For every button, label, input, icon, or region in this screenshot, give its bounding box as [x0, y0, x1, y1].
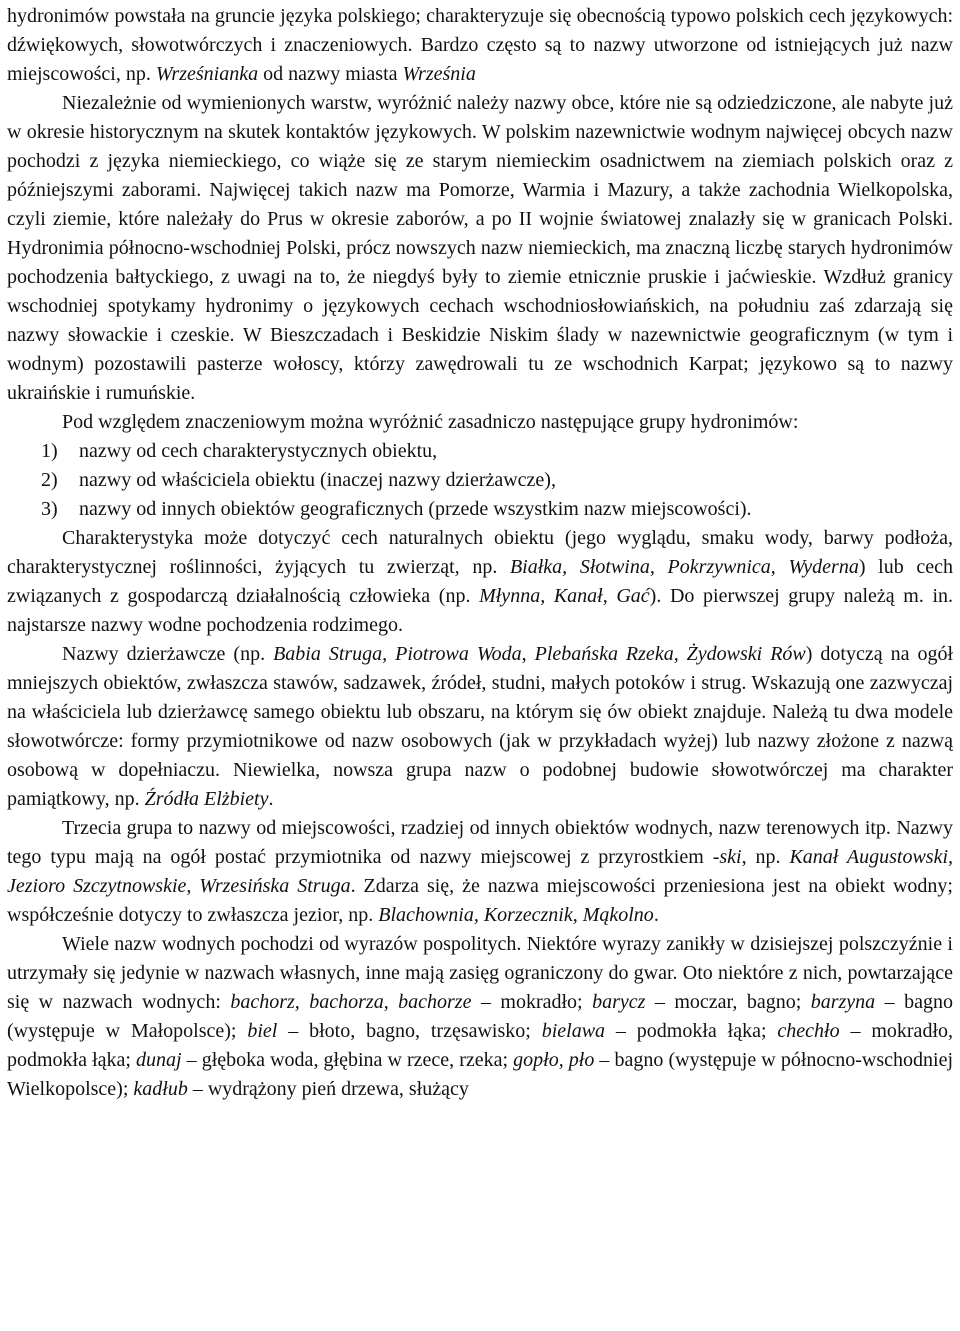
text-run: Trzecia grupa to nazwy od miejscowości, rzadziej od innych obiektów wodnych, nazw terenowych itp. Nazwy tego typu mają na ogół postać przymiotnika od nazwy miejscowej z przyrostkiem	[7, 817, 953, 868]
text-run: – podmokła łąka;	[605, 1020, 778, 1042]
text-block-before-list	[7, 2, 953, 437]
text-run: – moczar, bagno;	[645, 991, 811, 1013]
list-number: 1)	[41, 440, 58, 462]
text-run: ) dotyczą na ogół mniejszych obiektów, zwłaszcza stawów, sadzawek, źródeł, studni, małych potoków i strug. Wskazują one zazwyczaj na właściciela lub dzierżawcę samego obiektu lub obszaru, na którym się ów obiekt znajduje. Należą tu dwa modele słowotwórcze: formy przymiotnikowe od nazw osobowych (jak w przykładach wyżej) lub nazwy złożone z nazwą osobową w dopełniaczu. Niewielka, nowsza grupa nazw o podobnej budowie słowotwórczej ma charakter pamiątkowy, np.	[7, 643, 954, 810]
text-run: – bagno (występuje w północno-wschodniej Wielkopolsce);	[7, 1049, 954, 1100]
list-text: nazwy od innych obiektów geograficznych (przede wszystkim nazw miejscowości).	[79, 498, 752, 520]
paragraph	[7, 524, 953, 640]
italic-term: Źródła Elżbiety	[144, 788, 269, 810]
italic-term: biel	[247, 1020, 278, 1042]
italic-term: Kanał Augustowski, Jezioro Szczytnowskie, Wrzesińska Struga	[7, 846, 954, 897]
list-item	[7, 437, 953, 466]
text-run: od nazwy miasta	[258, 63, 403, 85]
italic-term: Białka, Słotwina, Pokrzywnica, Wyderna	[509, 556, 859, 578]
text-run: , np.	[741, 846, 790, 868]
italic-term: bachorz, bachorza, bachorze	[230, 991, 472, 1013]
text-run: – wydrążony pień drzewa, służący	[187, 1078, 469, 1100]
text-run: .	[653, 904, 659, 926]
italic-term: Wrześnianka	[155, 63, 259, 85]
text-block-after-list	[7, 524, 953, 1104]
italic-term: gopło, pło	[513, 1049, 595, 1071]
paragraph	[7, 640, 953, 814]
text-run: Wiele nazw wodnych pochodzi od wyrazów pospolitych. Niektóre wyrazy zanikły w dzisiejszej polszczyźnie i utrzymały się jedynie w nazwach własnych, inne mają zasięg ograniczony do gwar. Oto niektóre z nich, powtarzające się w nazwach wodnych:	[7, 933, 953, 1013]
italic-term: Młynna, Kanał, Gać	[479, 585, 650, 607]
text-run: – głęboka woda, głębina w rzece, rzeka;	[181, 1049, 514, 1071]
text-run: – bagno (występuje w Małopolsce);	[7, 991, 953, 1042]
text-run: – mokradło, podmokła łąka;	[7, 1020, 953, 1071]
list-number: 2)	[41, 469, 58, 491]
italic-term: barycz	[592, 991, 646, 1013]
text-run: Pod względem znaczeniowym można wyróżnić zasadniczo następujące grupy hydronimów:	[62, 411, 799, 433]
paragraph	[7, 408, 953, 437]
text-run: . Zdarza się, że nazwa miejscowości przeniesiona jest na obiekt wodny; współcześnie dotyczy to zwłaszcza jezior, np.	[7, 875, 953, 926]
paragraph	[7, 930, 953, 1104]
italic-term: Babia Struga, Piotrowa Woda, Plebańska Rzeka, Żydowski Rów	[273, 643, 806, 665]
paragraph	[7, 814, 953, 930]
paragraph	[7, 89, 953, 408]
list-item	[7, 466, 953, 495]
text-run: Charakterystyka może dotyczyć cech naturalnych obiektu (jego wyglądu, smaku wody, barwy podłoża, charakterystycznej roślinności, żyjących tu zwierząt, np.	[7, 527, 953, 578]
hydronym-group-list	[7, 437, 953, 524]
italic-term: -ski	[712, 846, 742, 868]
italic-term: bielawa	[541, 1020, 606, 1042]
text-run: Niezależnie od wymienionych warstw, wyróżnić należy nazwy obce, które nie są odziedziczone, ale nabyte już w okresie historycznym na skutek kontaktów językowych. W polskim nazewnictwie wodnym najwięcej obcych nazw pochodzi z języka niemieckiego, co wiąże się ze starym niemieckim osadnictwem na ziemiach polskich oraz z późniejszymi zaborami. Najwięcej takich nazw ma Pomorze, Warmia i Mazury, a także zachodnia Wielkopolska, czyli ziemie, które należały do Prus w okresie zaborów, a po II wojnie światowej znalazły się w granicach Polski. Hydronimia północno-wschodniej Polski, prócz nowszych nazw niemieckich, ma znaczną liczbę starych hydronimów pochodzenia bałtyckiego, z uwagi na to, że niegdyś były to ziemie etnicznie pruskie i jaćwieskie. Wzdłuż granicy wschodniej spotykamy hydronimy o językowych cechach wschodniosłowiańskich, na południu zaś zdarzają się nazwy słowackie i czeskie. W Bieszczadach i Beskidzie Niskim ślady w nazewnictwie geograficznym (w tym i wodnym) pozostawili pasterze wołoscy, którzy zawędrowali tu ze wschodnich Karpat; językowo są to nazwy ukraińskie i rumuńskie.	[7, 92, 953, 404]
italic-term: Blachownia, Korzecznik, Mąkolno	[378, 904, 654, 926]
list-item	[7, 495, 953, 524]
text-run: hydronimów powstała na gruncie języka polskiego; charakteryzuje się obecnością typowo polskich cech językowych: dźwiękowych, słowotwórczych i znaczeniowych. Bardzo często są to nazwy utworzone od istniejących już nazw miejscowości, np.	[7, 5, 953, 85]
italic-term: barzyna	[810, 991, 876, 1013]
list-text: nazwy od właściciela obiektu (inaczej nazwy dzierżawcze),	[79, 469, 556, 491]
italic-term: Września	[402, 63, 476, 85]
text-run: ). Do pierwszej grupy należą m. in. najstarsze nazwy wodne pochodzenia rodzimego.	[7, 585, 954, 636]
text-run: – błoto, bagno, trzęsawisko;	[277, 1020, 542, 1042]
text-run: .	[268, 788, 274, 810]
italic-term: chechło	[777, 1020, 840, 1042]
list-number: 3)	[41, 498, 58, 520]
italic-term: dunaj	[136, 1049, 182, 1071]
text-run: – mokradło;	[471, 991, 593, 1013]
text-run: ) lub cech związanych z gospodarczą działalnością człowieka (np.	[7, 556, 953, 607]
paragraph	[7, 2, 953, 89]
list-text: nazwy od cech charakterystycznych obiektu,	[79, 440, 438, 462]
italic-term: kadłub	[133, 1078, 188, 1100]
text-run: Nazwy dzierżawcze (np.	[62, 643, 274, 665]
